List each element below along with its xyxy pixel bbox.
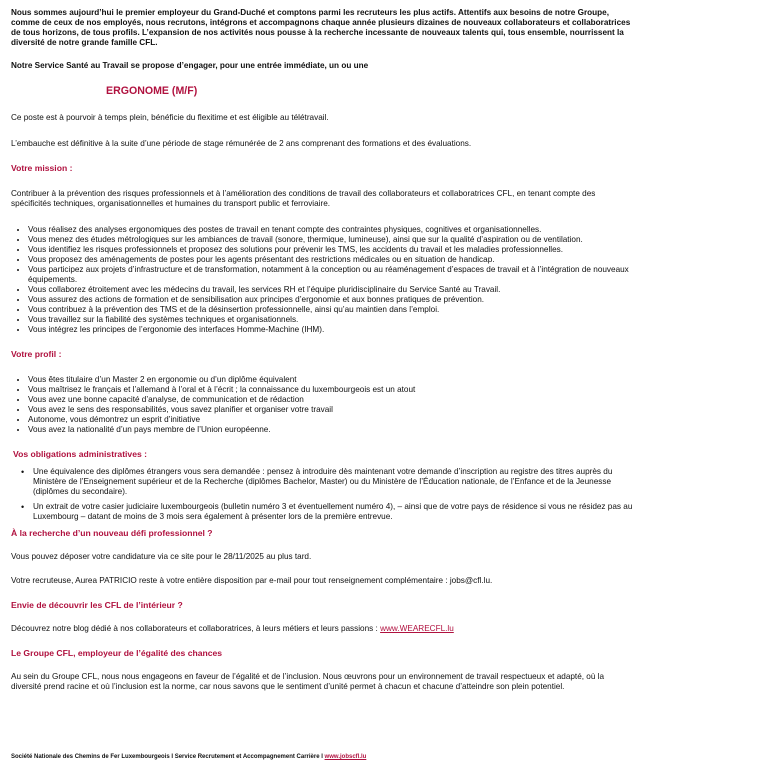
list-item: • Vous assurez des actions de formation et de sensibilisation aux principes d’ergonomie et aux bonnes pratiques de prévention. xyxy=(28,295,636,305)
list-item: • Vous proposez des aménagements de postes pour les agents présentant des restrictions médicales ou en situation de handicap. xyxy=(28,255,636,265)
engagement-line: Notre Service Santé au Travail se propose d’engager, pour une entrée immédiate, un ou une xyxy=(11,61,369,70)
deadline-text: Vous pouvez déposer votre candidature via ce site pour le 28/11/2025 au plus tard. xyxy=(11,552,312,561)
list-item: • Vous intégrez les principes de l’ergonomie des interfaces Homme-Machine (IHM). xyxy=(28,325,636,335)
blog-text: Découvrez notre blog dédié à nos collaborateurs et collaboratrices, à leurs métiers et leurs passions : xyxy=(11,624,381,633)
obligations-title: Vos obligations administratives : xyxy=(13,449,148,459)
recruiter-contact: Votre recruteuse, Aurea PATRICIO reste à votre entière disposition par e-mail pour tout renseignement complémentaire : jobs@cfl.lu. xyxy=(11,576,493,585)
mission-intro: Contribuer à la prévention des risques professionnels et à l’amélioration des conditions de travail des collaborateurs et collaboratrices CFL, en tenant compte des spécificités techniques, organisationnelles et humaines du transport public et ferroviaire. xyxy=(11,189,596,208)
list-item: • Vous avez la nationalité d’un pays membre de l’Union européenne. xyxy=(28,425,636,435)
obligations-list xyxy=(11,467,636,522)
mission-title: Votre mission : xyxy=(11,163,73,173)
jobscfl-link[interactable]: www.jobscfl.lu xyxy=(324,754,367,760)
blog-paragraph xyxy=(11,624,636,634)
mission-list xyxy=(11,225,636,335)
footer-text: Société Nationale des Chemins de Fer Luxembourgeois I Service Recrutement et Accompagnement Carrière I xyxy=(11,754,325,760)
list-item: • Vous réalisez des analyses ergonomiques des postes de travail en tenant compte des contraintes physiques, cognitives et organisationnelles. xyxy=(28,225,636,235)
list-item: • Vous contribuez à la prévention des TMS et de la désinsertion professionnelle, ainsi qu’au maintien dans l’emploi. xyxy=(28,305,636,315)
list-item: • Un extrait de votre casier judiciaire luxembourgeois (bulletin numéro 3 et éventuellement numéro 4), – ainsi que de votre pays de résidence si vous ne résidez pas au Luxembourg – datant de moins de 3 mois sera également à présenter lors de la première entrevue. xyxy=(33,502,636,522)
position-info: Ce poste est à pourvoir à temps plein, bénéficie du flexitime et est éligible au télétravail. xyxy=(11,113,329,122)
wearecfl-link[interactable]: www.WEARECFL.lu xyxy=(380,624,454,633)
list-item: • Vous maîtrisez le français et l’allemand à l’oral et à l’écrit ; la connaissance du luxembourgeois est un atout xyxy=(28,385,636,395)
list-item: • Vous collaborez étroitement avec les médecins du travail, les services RH et l’équipe pluridisciplinaire du Service Santé au Travail. xyxy=(28,285,636,295)
list-item: • Vous avez une bonne capacité d’analyse, de communication et de rédaction xyxy=(28,395,636,405)
page-footer xyxy=(11,753,366,761)
list-item: • Vous êtes titulaire d’un Master 2 en ergonomie ou d’un diplôme équivalent xyxy=(28,375,636,385)
job-posting-content xyxy=(11,8,636,692)
egalite-text: Au sein du Groupe CFL, nous nous engageons en faveur de l’égalité et de l’inclusion. Nous œuvrons pour un environnement de travail respectueux et adapté, où la diversité prend racine et où l’inclusion est la norme, car nous savons que le sentiment d’unité permet à chacun et chacune d’atteindre son plein potentiel. xyxy=(11,672,605,691)
egalite-title: Le Groupe CFL, employeur de l’égalité des chances xyxy=(11,648,223,658)
list-item: • Vous participez aux projets d’infrastructure et de transformation, notamment à la conception ou au réaménagement d’espaces de travail et à l’intégration de nouveaux équipements. xyxy=(28,265,636,285)
list-item: • Vous avez le sens des responsabilités, vous savez planifier et organiser votre travail xyxy=(28,405,636,415)
list-item: • Une équivalence des diplômes étrangers vous sera demandée : pensez à introduire dès maintenant votre demande d’inscription au registre des titres auprès du Ministère de l’Enseignement supérieur et de la Recherche (diplômes Bachelor, Master) ou du Ministère de l’Éducation nationale, de l’Enfance et de la Jeunesse (diplômes du secondaire). xyxy=(33,467,636,497)
list-item: • Autonome, vous démontrez un esprit d’initiative xyxy=(28,415,636,425)
hiring-info: L’embauche est définitive à la suite d’une période de stage rémunérée de 2 ans comprenant des formations et des évaluations. xyxy=(11,139,472,148)
profile-title: Votre profil : xyxy=(11,349,62,359)
list-item: • Vous identifiez les risques professionnels et proposez des solutions pour prévenir les TMS, les accidents du travail et les maladies professionnelles. xyxy=(28,245,636,255)
profile-list xyxy=(11,375,636,435)
recherche-title: À la recherche d’un nouveau défi professionnel ? xyxy=(11,528,213,538)
list-item: • Vous menez des études métrologiques sur les ambiances de travail (sonore, thermique, lumineuse), ainsi que sur la qualité d’aspiration ou de ventilation. xyxy=(28,235,636,245)
interieur-title: Envie de découvrir les CFL de l’intérieur ? xyxy=(11,600,183,610)
intro-paragraph: Nous sommes aujourd’hui le premier employeur du Grand-Duché et comptons parmi les recruteurs les plus actifs. Attentifs aux besoins de notre Groupe, comme de ceux de nos employés, nous recrutons, intégrons et accompagnons chaque année plusieurs dizaines de nouveaux collaborateurs et collaboratrices de tous horizons, de tous profils. L’expansion de nos activités nous pousse à la recherche incessante de nouveaux talents qui, tous ensemble, nourrissent la diversité de notre grande famille CFL. xyxy=(11,8,631,47)
job-title: ERGONOME (M/F) xyxy=(106,85,198,97)
list-item: • Vous travaillez sur la fiabilité des systèmes techniques et organisationnels. xyxy=(28,315,636,325)
